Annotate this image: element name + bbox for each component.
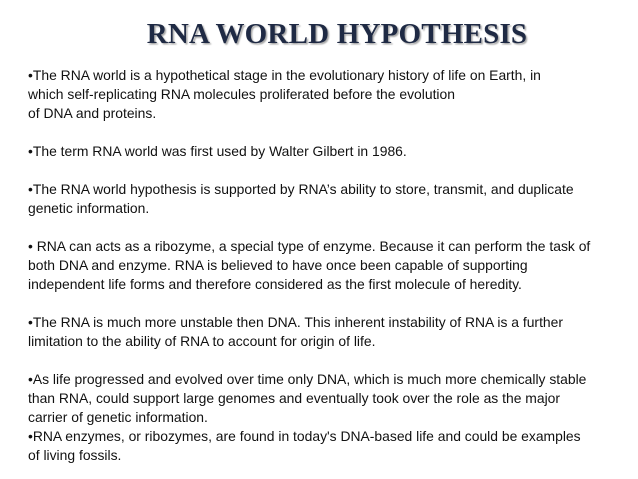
bullet-paragraph-4 (28, 237, 630, 294)
bullet-3-line-1: •The RNA world hypothesis is supported by RNA’s ability to store, transmit, and duplicate (28, 181, 574, 197)
bullet-paragraph-2 (28, 142, 630, 161)
bullet-paragraph-6 (28, 370, 630, 427)
bullet-paragraph-7 (28, 427, 630, 465)
bullet-4-line-1: • RNA can acts as a ribozyme, a special type of enzyme. Because it can perform the task of (28, 238, 591, 254)
bullet-6-line-2: than RNA, could support large genomes and eventually took over the role as the major (28, 390, 561, 406)
bullet-1-line-1: •The RNA world is a hypothetical stage in the evolutionary history of life on Earth, in (28, 67, 541, 83)
bullet-5-line-2: limitation to the ability of RNA to account for origin of life. (28, 333, 376, 349)
slide-body (28, 66, 630, 465)
slide-title: RNA WORLD HYPOTHESIS (146, 18, 528, 50)
bullet-1-line-3: of DNA and proteins. (28, 105, 157, 121)
bullet-2-line-1: •The term RNA world was first used by Walter Gilbert in 1986. (28, 143, 407, 159)
bullet-paragraph-5 (28, 313, 630, 351)
bullet-paragraph-3 (28, 180, 630, 218)
bullet-6-line-1: •As life progressed and evolved over time only DNA, which is much more chemically stable (28, 371, 587, 387)
paragraph-spacer (28, 351, 630, 370)
bullet-5-line-1: •The RNA is much more unstable then DNA. This inherent instability of RNA is a further (28, 314, 563, 330)
bullet-1-line-2: which self-replicating RNA molecules proliferated before the evolution (28, 86, 455, 102)
paragraph-spacer (28, 218, 630, 237)
bullet-7-line-1: •RNA enzymes, or ribozymes, are found in today's DNA-based life and could be examples (28, 428, 581, 444)
bullet-6-line-3: carrier of genetic information. (28, 409, 208, 425)
bullet-4-line-2: both DNA and enzyme. RNA is believed to have once been capable of supporting (28, 257, 528, 273)
paragraph-spacer (28, 123, 630, 142)
bullet-paragraph-1 (28, 66, 630, 123)
bullet-7-line-2: of living fossils. (28, 447, 122, 463)
paragraph-spacer (28, 161, 630, 180)
bullet-4-line-3: independent life forms and therefore considered as the first molecule of heredity. (28, 276, 522, 292)
paragraph-spacer (28, 294, 630, 313)
bullet-3-line-2: genetic information. (28, 200, 150, 216)
